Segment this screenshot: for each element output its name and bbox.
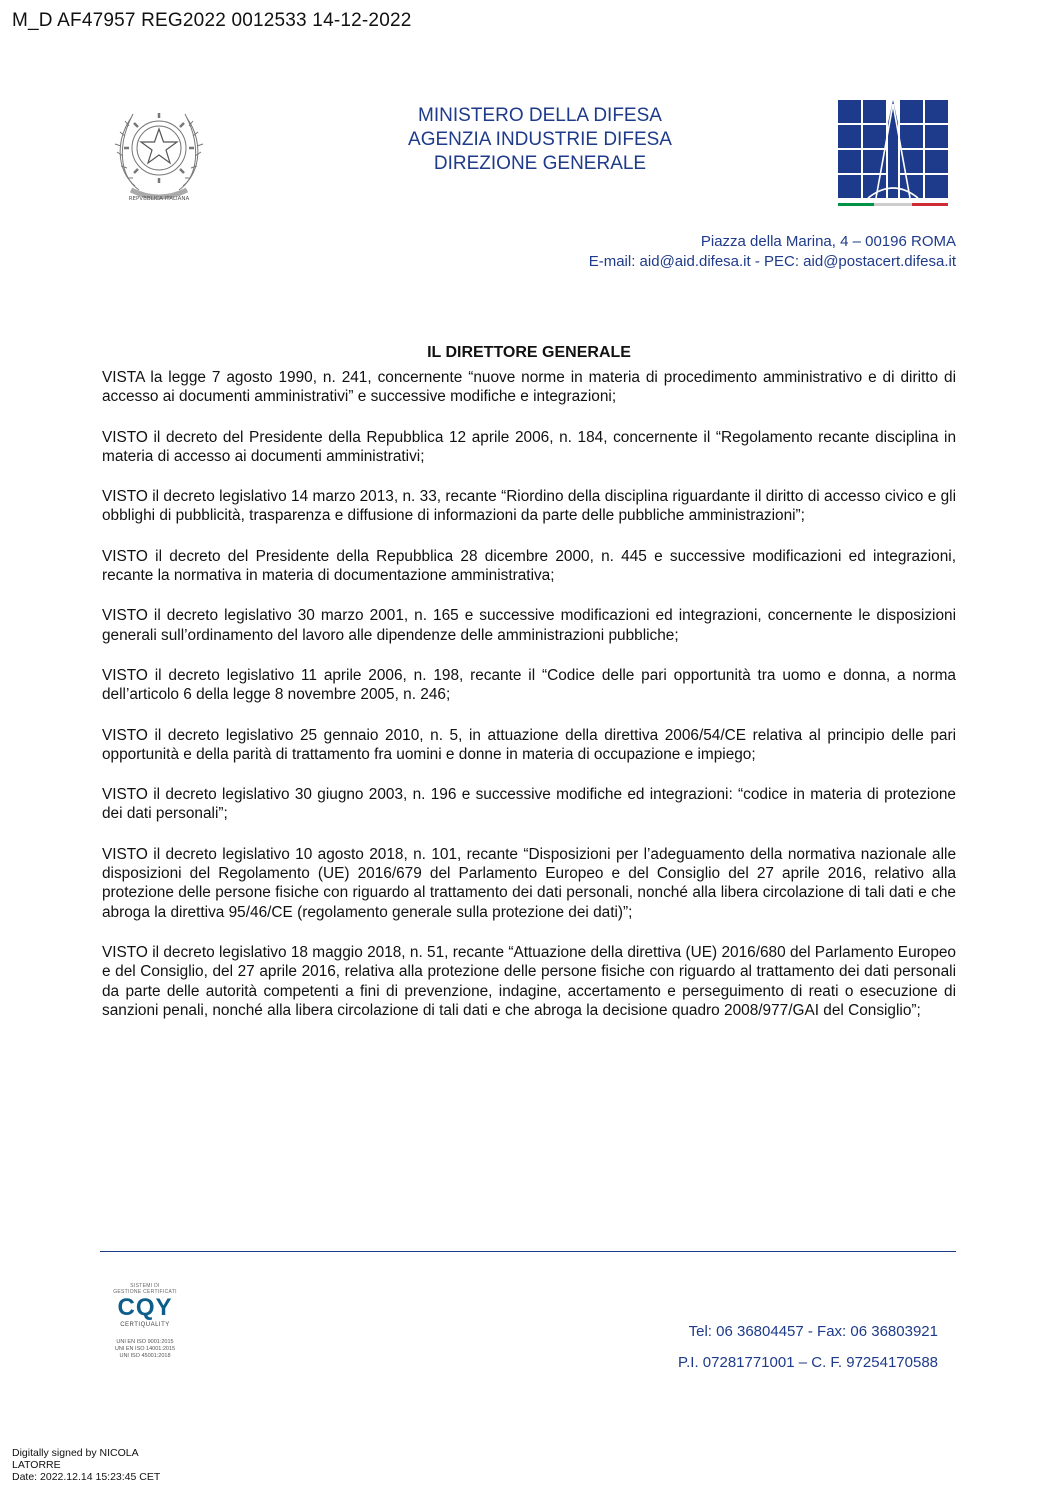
footer-tax-ids: P.I. 07281771001 – C. F. 97254170588 (678, 1354, 938, 1371)
cert-norm: UNI ISO 45001:2018 (119, 1353, 171, 1359)
signature-date: Date: 2022.12.14 15:23:45 CET (12, 1471, 161, 1483)
footer-contacts (678, 1316, 938, 1378)
header-direction: DIREZIONE GENERALE (433, 153, 647, 174)
protocol-number: M_D AF47957 REG2022 0012533 14-12-2022 (12, 10, 412, 31)
italian-republic-emblem-icon (105, 96, 213, 208)
cert-brand: CQY (117, 1294, 173, 1321)
header-agency: AGENZIA INDUSTRIE DIFESA (408, 129, 672, 150)
paragraph: VISTA la legge 7 agosto 1990, n. 241, concernente “nuove norme in materia di procedimento amministrativo e di diritto di accesso ai documenti amministrativi” e successive modifiche e integrazioni; (102, 369, 956, 406)
certiquality-logo-icon (105, 1283, 185, 1383)
paragraph: VISTO il decreto legislativo 18 maggio 2018, n. 51, recante “Attuazione della direttiva (UE) 2016/680 del Parlamento Europeo e del Consiglio, del 27 aprile 2016, relativa alla protezione delle persone fisiche con riguardo al trattamento dei dati personali da parte delle autorità competenti a fini di prevenzione, indagine, accertamento e perseguimento di reati o esecuzione di sanzioni penali, nonché alla libera circolazione di tali dati e che abroga la decisione quadro 2008/977/GAI del Consiglio”; (102, 943, 956, 1019)
document-title: IL DIRETTORE GENERALE (427, 344, 631, 361)
paragraph: VISTO il decreto del Presidente della Repubblica 28 dicembre 2000, n. 445 e successive modificazioni ed integrazioni, recante la normativa in materia di documentazione amministrativa; (102, 547, 956, 585)
header-ministry: MINISTERO DELLA DIFESA (418, 105, 662, 126)
paragraph: VISTO il decreto legislativo 14 marzo 2013, n. 33, recante “Riordino della disciplina riguardante il diritto di accesso civico e gli obblighi di pubblicità, trasparenza e diffusione di informazioni da parte delle pubbliche amministrazioni”; (102, 488, 956, 525)
cert-top-text-2: GESTIONE CERTIFICATI (113, 1289, 177, 1295)
signature-line: LATORRE (12, 1459, 61, 1471)
ministry-header (380, 104, 700, 176)
cert-top-text-1: SISTEMI DI (130, 1283, 160, 1289)
footer-phone-fax: Tel: 06 36804457 - Fax: 06 36803921 (688, 1323, 938, 1340)
paragraph: VISTO il decreto legislativo 30 giugno 2003, n. 196 e successive modifiche ed integrazioni: “codice in materia di protezione dei dati personali”; (102, 786, 956, 823)
cert-norm: UNI EN ISO 14001:2015 (114, 1346, 176, 1352)
paragraph: VISTO il decreto legislativo 30 marzo 2001, n. 165 e successive modificazioni ed integrazioni, concernente le disposizioni generali sull’ordinamento del lavoro alle dipendenze delle amministrazioni pubbliche; (102, 607, 956, 644)
aid-logo-icon (838, 100, 948, 210)
address-email: E-mail: aid@aid.difesa.it - PEC: aid@postacert.difesa.it (588, 253, 956, 270)
signature-line: Digitally signed by NICOLA (12, 1447, 139, 1459)
document-body (102, 368, 956, 1041)
address-street: Piazza della Marina, 4 – 00196 ROMA (700, 233, 956, 250)
cert-brand-sub: CERTIQUALITY (120, 1322, 170, 1328)
cert-norms (105, 1339, 185, 1360)
paragraph: VISTO il decreto legislativo 25 gennaio 2010, n. 5, in attuazione della direttiva 2006/54/CE relativa al principio delle pari opportunità e della parità di trattamento fra uomini e donne in materia di occupazione e impiego; (102, 726, 956, 763)
cert-norm: UNI EN ISO 9001:2015 (116, 1339, 174, 1345)
digital-signature (12, 1447, 160, 1483)
paragraph: VISTO il decreto del Presidente della Repubblica 12 aprile 2006, n. 184, concernente il “Regolamento recante disciplina in materia di accesso ai documenti amministrativi; (102, 428, 956, 465)
emblem-ribbon-text: REPVBBLICA ITALIANA (128, 196, 190, 202)
address-block (589, 232, 956, 272)
footer-divider (100, 1251, 956, 1252)
paragraph: VISTO il decreto legislativo 10 agosto 2018, n. 101, recante “Disposizioni per l’adeguamento della normativa nazionale alle disposizioni del Regolamento (UE) 2016/679 del Parlamento Europeo e del Consiglio del 27 aprile 2016, relativo alla protezione delle persone fisiche con riguardo al trattamento dei dati personali, nonché alla libera circolazione di tali dati e che abroga la direttiva 95/46/CE (regolamento generale sulla protezione dei dati)”; (102, 845, 956, 921)
paragraph: VISTO il decreto legislativo 11 aprile 2006, n. 198, recante il “Codice delle pari opportunità tra uomo e donna, a norma dell’articolo 6 della legge 8 novembre 2005, n. 246; (102, 666, 956, 704)
